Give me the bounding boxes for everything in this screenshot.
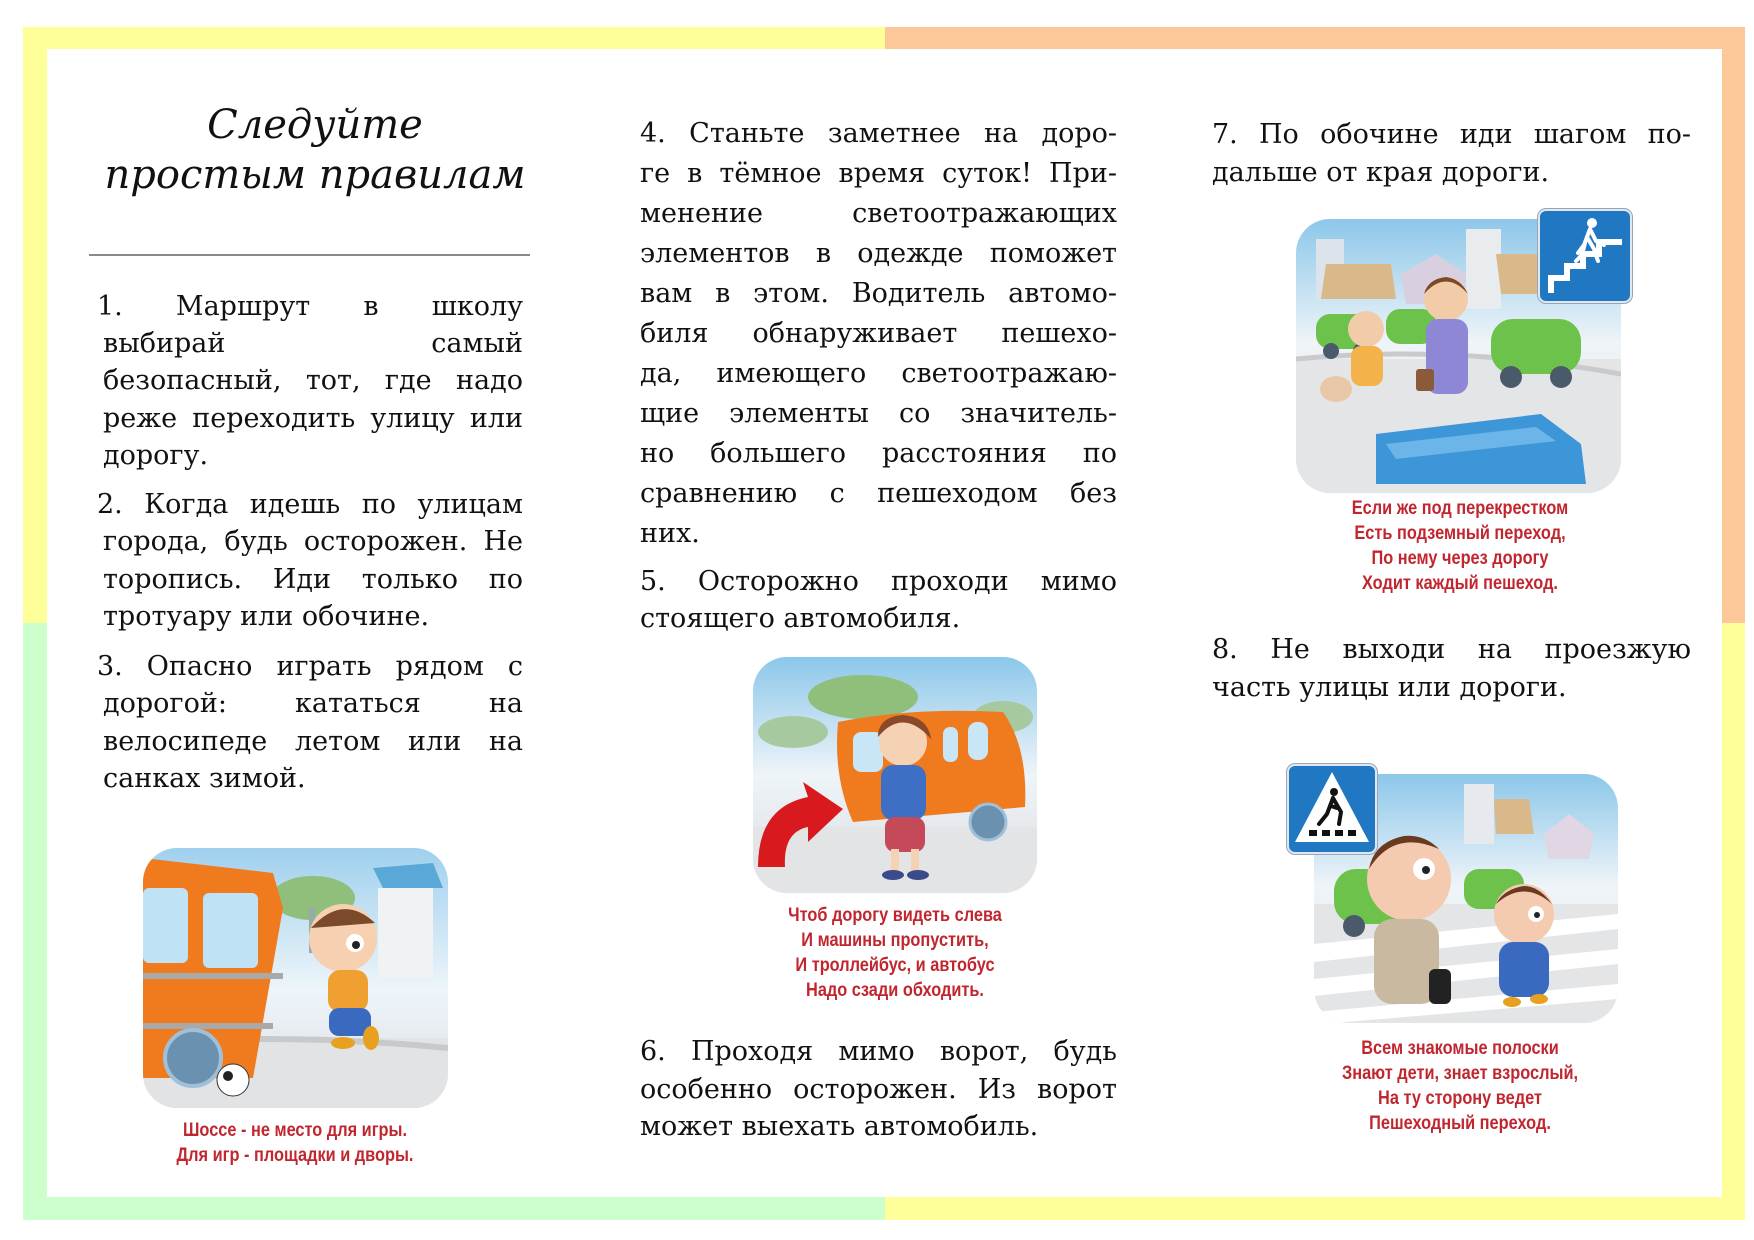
caption-line: Для игр - площадки и дворы. (176, 1145, 414, 1166)
rule-8-line: часть улицы или дороги. (1212, 672, 1567, 703)
rule-4-line: них. (640, 518, 700, 549)
rule-2-line: тротуару или обочине. (103, 601, 430, 632)
rule-4-line: да, имеющего светоотражаю- (640, 359, 1117, 389)
frame-top-left (23, 27, 885, 49)
rule-5-line: 5. Осторожно проходи мимо (640, 567, 1117, 597)
illustration-underground-crossing-caption (1322, 496, 1597, 596)
caption-line: По нему через дорогу (1371, 548, 1549, 569)
caption-line: Надо сзади обходить. (806, 980, 984, 1001)
rule-1-line: выбирай самый (103, 329, 523, 359)
rule-4-line: ге в тёмное время суток! При- (640, 159, 1117, 189)
caption-line: На ту сторону ведет (1378, 1088, 1542, 1109)
rule-3-line: 3. Опасно играть рядом с (97, 652, 523, 682)
frame-right-top (1722, 27, 1745, 623)
rule-3-line: велосипеде летом или на (103, 727, 523, 757)
title-divider (89, 254, 530, 256)
rule-1-line: 1. Маршрут в школу (97, 292, 523, 322)
rule-6-line: особенно осторожен. Из ворот (640, 1075, 1117, 1105)
rule-4-line: 4. Станьте заметнее на доро- (640, 119, 1117, 149)
rule-7-line: дальше от края дороги. (1212, 157, 1550, 188)
rule-1-line: реже переходить улицу или (103, 404, 523, 434)
frame-left-bottom (23, 623, 47, 1220)
rule-4-line: щие элементы со значитель- (640, 399, 1117, 429)
caption-line: Если же под перекрестком (1351, 498, 1569, 519)
rule-4-line: сравнению с пешеходом без (640, 479, 1117, 509)
rule-7-line: 7. По обочине иди шагом по- (1212, 120, 1691, 150)
rule-4-line: но большего расстояния по (640, 439, 1117, 469)
rule-4-line: биля обнаруживает пешехо- (640, 319, 1117, 349)
caption-line: Шоссе - не место для игры. (183, 1120, 407, 1141)
caption-line: И троллейбус, и автобус (795, 955, 995, 976)
underpass-sign-icon (1538, 209, 1632, 303)
illustration-woman-bus-caption (766, 903, 1024, 1003)
frame-right-bottom (1722, 623, 1745, 1220)
rule-6-line: 6. Проходя мимо ворот, будь (640, 1037, 1117, 1067)
frame-bottom-left (23, 1197, 885, 1220)
caption-line: Есть подземный переход, (1354, 523, 1566, 544)
page-title-line1: Следуйте (207, 102, 423, 148)
rule-1-line: безопасный, тот, где надо (103, 366, 523, 396)
caption-line: Всем знакомые полоски (1361, 1038, 1559, 1059)
pedestrian-crossing-sign-icon (1287, 764, 1377, 854)
rule-4-line: вам в этом. Водитель автомо- (640, 279, 1117, 309)
rule-2-line: 2. Когда идешь по улицам (97, 490, 523, 520)
illustration-woman-bus (753, 657, 1037, 893)
rule-6-line: может выехать автомобиль. (640, 1111, 1039, 1142)
rule-2-line: торопись. Иди только по (103, 565, 523, 595)
rule-1-line: дорогу. (103, 440, 209, 471)
rule-3-line: санках зимой. (103, 763, 306, 794)
rule-4-line: элементов в одежде поможет (640, 239, 1117, 269)
caption-line: Знают дети, знает взрослый, (1341, 1063, 1579, 1084)
frame-bottom-right (885, 1197, 1745, 1220)
caption-line: Пешеходный переход. (1369, 1113, 1551, 1134)
rule-2-line: города, будь осторожен. Не (103, 527, 523, 557)
rule-3-line: дорогой: кататься на (103, 689, 523, 719)
rule-4-line: менение светоотражающих (640, 199, 1117, 229)
illustration-bus-boy (143, 848, 448, 1108)
caption-line: Чтоб дорогу видеть слева (788, 905, 1002, 926)
page-title-line2: простым правилам (104, 152, 526, 198)
caption-line: И машины пропустить, (801, 930, 989, 951)
frame-left-top (23, 27, 47, 623)
illustration-bus-boy-caption (166, 1118, 424, 1168)
rule-8-line: 8. Не выходи на проезжую (1212, 635, 1691, 665)
rule-5-line: стоящего автомобиля. (640, 603, 961, 634)
illustration-zebra-crossing-caption (1322, 1036, 1597, 1136)
frame-top-right (885, 27, 1745, 49)
caption-line: Ходит каждый пешеход. (1362, 573, 1558, 594)
